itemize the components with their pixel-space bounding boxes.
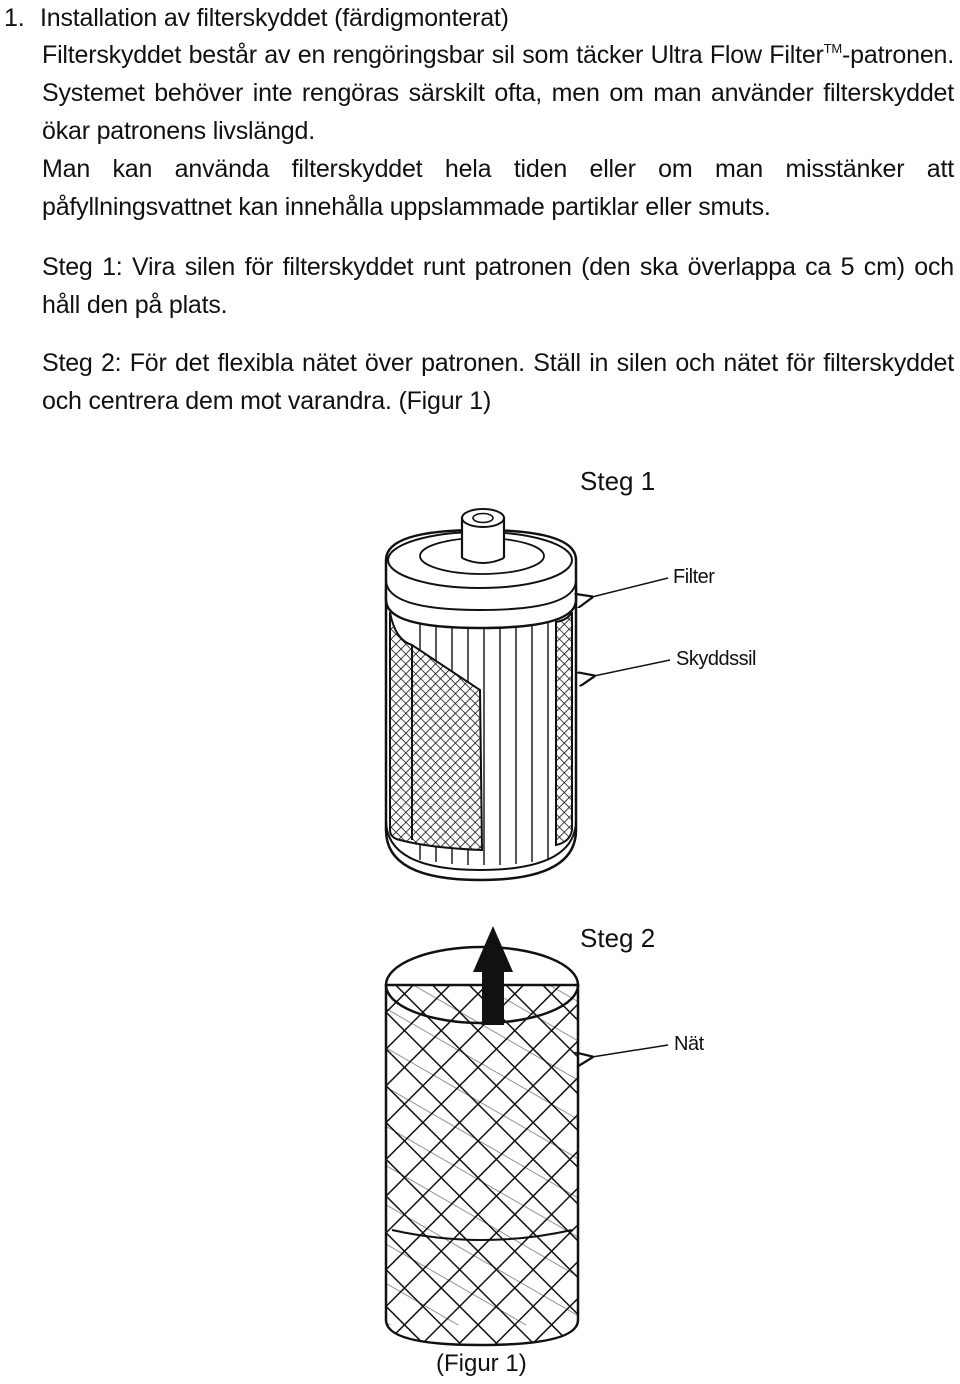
figure-step1-label: Steg 1: [580, 466, 656, 496]
callout-filter: Filter: [673, 566, 715, 588]
paragraph-intro-text: Filterskyddet består av en rengöringsbar sil som täcker Ultra Flow Filter: [42, 41, 824, 69]
paragraph-intro-cont: -patronen. Systemet behöver inte rengöras särskilt ofta, men om man använder filterskyddet ökar patronens livslängd.: [42, 41, 954, 145]
paragraph-step2: Steg 2: För det flexibla nätet över patronen. Ställ in silen och nätet för filterskyddet och centrera dem mot varandra. (Figur 1): [42, 349, 954, 415]
section-title: Installation av filterskyddet (färdigmonterat): [40, 4, 509, 32]
trademark-mark: TM: [823, 41, 843, 56]
filter-cartridge: [386, 509, 576, 880]
callout-skyddssil-line: [594, 660, 670, 676]
paragraph-step1: Steg 1: Vira silen för filterskyddet runt patronen (den ska överlappa ca 5 cm) och håll den på plats.: [42, 253, 954, 319]
callout-nat: Nät: [674, 1033, 704, 1055]
callout-nat-line: [592, 1045, 668, 1057]
callout-skyddssil: Skyddssil: [676, 648, 756, 670]
callout-filter-line: [592, 578, 668, 597]
paragraph-usage: Man kan använda filterskyddet hela tiden eller om man misstänker att påfyllningsvattnet kan innehålla uppslammade partiklar eller smuts.: [42, 155, 954, 221]
section-number: 1.: [4, 4, 25, 32]
figure-step2-label: Steg 2: [580, 923, 656, 953]
figure-caption: (Figur 1): [436, 1350, 527, 1377]
